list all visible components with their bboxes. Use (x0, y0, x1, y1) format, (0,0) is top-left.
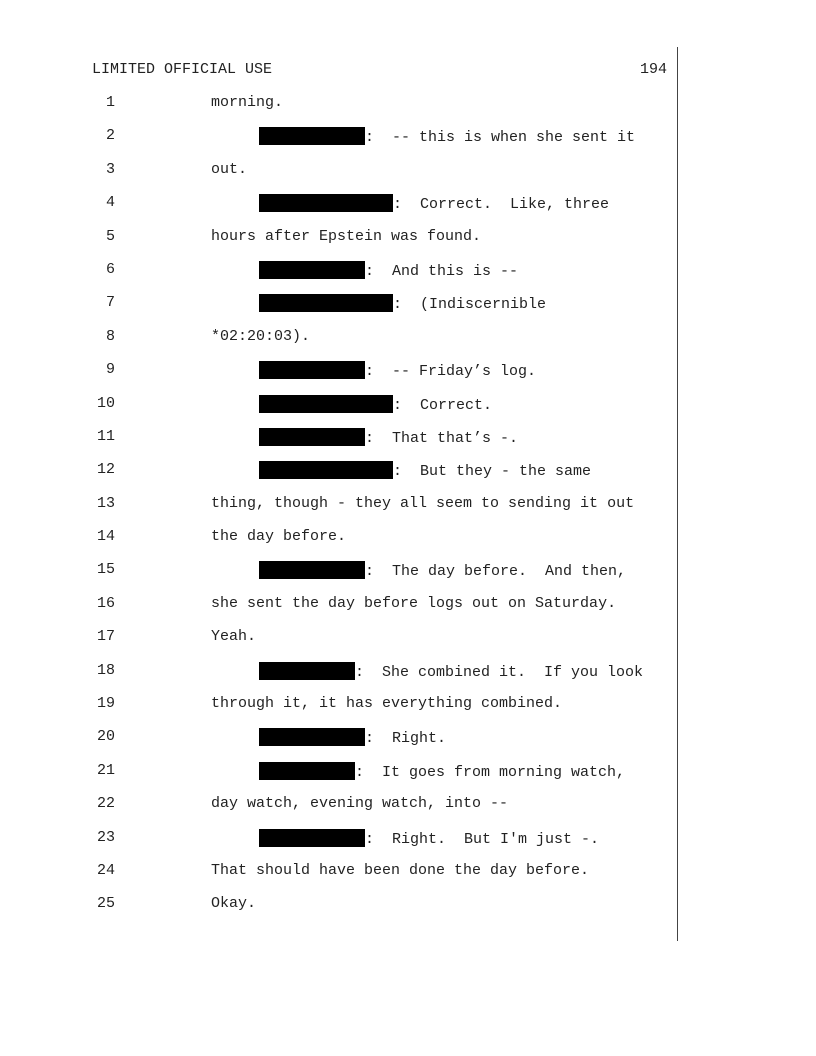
speaker-line (259, 194, 609, 213)
speaker-line (259, 395, 492, 414)
line-number: 15 (96, 561, 115, 579)
line-text: Yeah. (211, 628, 257, 646)
line-text: : (Indiscernible (393, 296, 547, 314)
line-number: 1 (105, 94, 115, 111)
redacted-speaker-name (259, 395, 393, 413)
line-number: 14 (96, 528, 115, 546)
continuation-line (211, 862, 589, 879)
transcript-line (0, 755, 816, 788)
transcript-line (0, 822, 816, 855)
line-number: 9 (105, 361, 115, 379)
redacted-speaker-name (259, 662, 355, 680)
redacted-speaker-name (259, 428, 365, 446)
line-text: the day before. (211, 528, 347, 546)
line-text: Okay. (211, 895, 257, 913)
transcript-line (0, 588, 816, 621)
speaker-line (259, 294, 546, 313)
line-number: 7 (105, 294, 115, 312)
line-number: 20 (96, 728, 115, 746)
line-text: day watch, evening watch, into -- (211, 795, 509, 813)
transcript-line (0, 688, 816, 721)
line-number: 11 (96, 427, 115, 445)
continuation-line (211, 795, 508, 812)
redacted-speaker-name (259, 361, 365, 379)
transcript-line (0, 287, 816, 320)
redacted-speaker-name (259, 728, 365, 746)
continuation-line (211, 528, 346, 545)
line-text: : Correct. (393, 396, 493, 414)
transcript-line (0, 488, 816, 521)
line-number: 8 (105, 327, 115, 345)
speaker-line (259, 461, 591, 480)
redacted-speaker-name (259, 294, 393, 312)
line-number: 6 (105, 260, 115, 278)
line-text: : Right. (365, 730, 447, 748)
line-text: That should have been done the day before. (211, 861, 590, 879)
transcript-line (0, 888, 816, 921)
line-text: : -- Friday’s log. (365, 363, 537, 381)
line-text: : The day before. And then, (365, 563, 627, 581)
redacted-speaker-name (259, 762, 355, 780)
transcript-line (0, 221, 816, 254)
line-text: thing, though - they all seem to sending it out (211, 494, 635, 512)
speaker-line (259, 762, 625, 781)
speaker-line (259, 428, 518, 447)
transcript-line (0, 788, 816, 821)
transcript-line (0, 621, 816, 654)
line-text: : She combined it. If you look (355, 663, 644, 681)
transcript-line (0, 388, 816, 421)
line-text: : That that’s -. (365, 429, 519, 447)
line-text: : And this is -- (365, 262, 519, 280)
page-number: 194 (639, 61, 667, 78)
transcript-line (0, 554, 816, 587)
continuation-line (211, 895, 256, 912)
line-number: 4 (105, 194, 115, 212)
redacted-speaker-name (259, 461, 393, 479)
transcript-line (0, 521, 816, 554)
transcript-line (0, 721, 816, 754)
continuation-line (211, 595, 616, 612)
continuation-line (211, 94, 283, 111)
line-number: 19 (96, 695, 115, 713)
transcript-line (0, 354, 816, 387)
continuation-line (211, 228, 481, 245)
line-text: she sent the day before logs out on Saturday. (211, 594, 617, 612)
line-number: 3 (105, 160, 115, 178)
continuation-line (211, 161, 247, 178)
line-text: : Right. But I'm just -. (365, 830, 600, 848)
transcript-line (0, 421, 816, 454)
line-text: : Correct. Like, three (393, 196, 610, 214)
line-number: 25 (96, 895, 115, 913)
line-number: 13 (96, 494, 115, 512)
transcript-line (0, 454, 816, 487)
line-text: *02:20:03). (211, 327, 311, 345)
line-number: 16 (96, 594, 115, 612)
line-number: 2 (105, 127, 115, 145)
transcript-line (0, 254, 816, 287)
transcript-line (0, 87, 816, 120)
speaker-line (259, 261, 518, 280)
line-text: : -- this is when she sent it (365, 129, 636, 147)
speaker-line (259, 728, 446, 747)
transcript-line (0, 187, 816, 220)
line-number: 24 (96, 861, 115, 879)
line-number: 21 (96, 761, 115, 779)
line-text: : It goes from morning watch, (355, 763, 626, 781)
speaker-line (259, 662, 643, 681)
line-number: 10 (96, 394, 115, 412)
transcript-line (0, 120, 816, 153)
continuation-line (211, 628, 256, 645)
speaker-line (259, 361, 536, 380)
line-number: 17 (96, 628, 115, 646)
line-number: 22 (96, 795, 115, 813)
redacted-speaker-name (259, 261, 365, 279)
continuation-line (211, 695, 562, 712)
line-text: hours after Epstein was found. (211, 227, 482, 245)
line-text: through it, it has everything combined. (211, 695, 563, 713)
line-text: morning. (211, 94, 284, 111)
speaker-line (259, 561, 626, 580)
redacted-speaker-name (259, 127, 365, 145)
line-number: 18 (96, 661, 115, 679)
transcript-line (0, 321, 816, 354)
classification-header: LIMITED OFFICIAL USE (92, 61, 273, 78)
redacted-speaker-name (259, 561, 365, 579)
transcript-line (0, 154, 816, 187)
transcript-line (0, 655, 816, 688)
continuation-line (211, 495, 634, 512)
line-number: 23 (96, 828, 115, 846)
transcript-line (0, 855, 816, 888)
line-number: 12 (96, 461, 115, 479)
line-text: : But they - the same (393, 463, 592, 481)
line-number: 5 (105, 227, 115, 245)
speaker-line (259, 127, 635, 146)
line-text: out. (211, 160, 248, 178)
speaker-line (259, 829, 599, 848)
redacted-speaker-name (259, 829, 365, 847)
transcript-body (0, 87, 816, 922)
redacted-speaker-name (259, 194, 393, 212)
continuation-line (211, 328, 310, 345)
